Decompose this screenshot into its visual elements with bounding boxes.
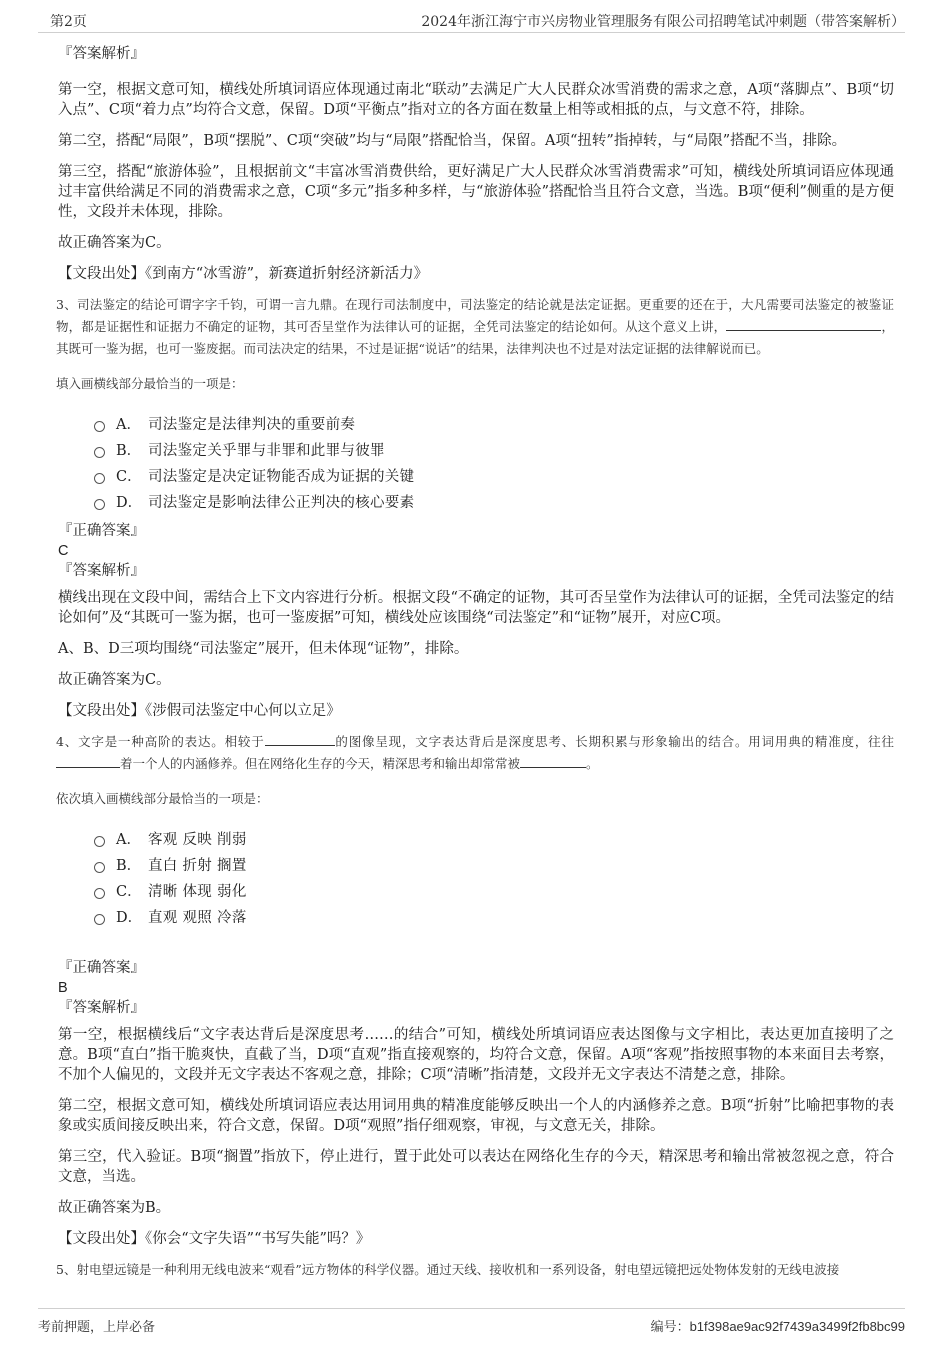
option-text: 清晰 体现 弱化	[148, 884, 247, 900]
option-text: 司法鉴定关乎罪与非罪和此罪与彼罪	[148, 443, 385, 459]
radio-icon[interactable]	[94, 862, 105, 873]
page-number: 第2页	[50, 14, 87, 30]
option-letter: A．	[116, 832, 141, 848]
fill-blank	[265, 733, 335, 746]
option-list	[94, 412, 894, 516]
option-d[interactable]	[94, 905, 894, 931]
page-header	[38, 0, 905, 33]
analysis-paragraph: 第一空，根据文意可知，横线处所填词语应体现通过南北“联动”去满足广大人民群众冰雪消费的需求之意，A项“落脚点”、B项“切入点”、C项“着力点”均符合文意，保留。D项“平衡点”指对立的各方面在数量上相等或相抵的点，与文意不符，排除。	[58, 82, 894, 118]
option-letter: D．	[116, 910, 143, 926]
question-stem-truncated: 5、射电望远镜是一种利用无线电波来“观看”远方物体的科学仪器。通过天线、接收机和一系列设备，射电望远镜把远处物体发射的无线电波接	[56, 1262, 840, 1277]
correct-answer-tag: 『正确答案』	[58, 960, 145, 976]
analysis-conclusion: 故正确答案为B。	[58, 1200, 171, 1216]
footer-slogan: 考前押题，上岸必备	[38, 1320, 156, 1335]
analysis-paragraph: 第三空，代入验证。B项“搁置”指放下，停止进行，置于此处可以表达在网络化生存的今天，精深思考和输出常被忽视之意，符合文意，当选。	[58, 1149, 894, 1185]
question-stem	[56, 731, 894, 775]
option-c[interactable]	[94, 879, 894, 905]
option-text: 直白 折射 搁置	[148, 858, 247, 874]
source-citation: 【文段出处】《到南方“冰雪游”，新赛道折射经济新活力》	[58, 266, 429, 282]
correct-answer: B	[58, 980, 68, 996]
question-text: 4、文字是一种高阶的表达。相较于	[56, 734, 265, 749]
question-text: 3、司法鉴定的结论可谓字字千钧，可谓一言九鼎。在现行司法制度中，司法鉴定的结论就是法定证据。更重要的还在于，大凡需要司法鉴定的被鉴证物，都是证据性和证据力不确定的证物，其可否呈堂作为法律认可的证据，全凭司法鉴定的结论如何。从这个意义上讲，	[56, 297, 894, 334]
option-letter: A．	[116, 417, 141, 433]
option-text: 司法鉴定是法律判决的重要前奏	[148, 417, 356, 433]
option-c[interactable]	[94, 464, 894, 490]
document-id: 编号：b1f398ae9ac92f7439a3499f2fb8bc99	[650, 1319, 905, 1334]
analysis-tag: 『答案解析』	[58, 1000, 145, 1016]
source-citation: 【文段出处】《你会“文字失语”“书写失能”吗？》	[58, 1231, 371, 1247]
fill-blank	[520, 755, 586, 768]
fill-blank	[56, 755, 120, 768]
fill-blank	[726, 318, 881, 331]
option-b[interactable]	[94, 853, 894, 879]
analysis-conclusion: 故正确答案为C。	[58, 235, 171, 251]
source-citation: 【文段出处】《涉假司法鉴定中心何以立足》	[58, 703, 341, 719]
radio-icon[interactable]	[94, 914, 105, 925]
option-a[interactable]	[94, 827, 894, 853]
radio-icon[interactable]	[94, 447, 105, 458]
question-text: 。	[586, 756, 599, 771]
option-letter: B．	[116, 443, 142, 459]
page-content	[56, 44, 894, 1296]
analysis-paragraph: A、B、D三项均围绕“司法鉴定”展开，但未体现“证物”，排除。	[58, 641, 469, 657]
analysis-tag: 『答案解析』	[58, 563, 145, 579]
option-letter: C．	[116, 469, 142, 485]
option-letter: C．	[116, 884, 142, 900]
question-stem	[56, 294, 894, 360]
radio-icon[interactable]	[94, 473, 105, 484]
analysis-paragraph: 第二空，根据文意可知，横线处所填词语应表达用词用典的精准度能够反映出一个人的内涵修养之意。B项“折射”比喻把事物的表象或实质间接反映出来，符合文意，保留。D项“观照”指仔细观察，审视，与文意无关，排除。	[58, 1098, 894, 1134]
correct-answer: C	[58, 543, 69, 559]
question-text: 着一个人的内涵修养。但在网络化生存的今天，精深思考和输出却常常被	[120, 756, 521, 771]
question-text: ，其既可一鉴为据，也可一鉴废据。而司法决定的结果，不过是证据“说话”的结果，法律判决也不过是对法定证据的法律解说而已。	[56, 319, 894, 356]
option-list	[94, 827, 894, 931]
analysis-conclusion: 故正确答案为C。	[58, 672, 171, 688]
question-instruction: 填入画横线部分最恰当的一项是：	[56, 376, 244, 391]
option-letter: D．	[116, 495, 143, 511]
correct-answer-tag: 『正确答案』	[58, 523, 145, 539]
option-text: 司法鉴定是决定证物能否成为证据的关键	[148, 469, 415, 485]
analysis-paragraph: 横线出现在文段中间，需结合上下文内容进行分析。根据文段“不确定的证物，其可否呈堂作为法律认可的证据，全凭司法鉴定的结论如何”及“其既可一鉴为据，也可一鉴废据”可知，横线处应该围绕“司法鉴定”和“证物”展开，对应C项。	[58, 590, 894, 626]
document-title: 2024年浙江海宁市兴房物业管理服务有限公司招聘笔试冲刺题（带答案解析）	[421, 14, 905, 30]
option-text: 客观 反映 削弱	[148, 832, 247, 848]
option-a[interactable]	[94, 412, 894, 438]
question-instruction: 依次填入画横线部分最恰当的一项是：	[56, 791, 269, 806]
radio-icon[interactable]	[94, 421, 105, 432]
option-b[interactable]	[94, 438, 894, 464]
option-d[interactable]	[94, 490, 894, 516]
option-text: 司法鉴定是影响法律公正判决的核心要素	[148, 495, 415, 511]
option-text: 直观 观照 冷落	[148, 910, 247, 926]
analysis-tag: 『答案解析』	[58, 46, 145, 62]
radio-icon[interactable]	[94, 499, 105, 510]
page-footer	[38, 1308, 905, 1346]
analysis-paragraph: 第一空，根据横线后“文字表达背后是深度思考……的结合”可知，横线处所填词语应表达图像与文字相比，表达更加直接明了之意。B项“直白”指干脆爽快，直截了当，D项“直观”指直接观察的，均符合文意，保留。A项“客观”指按照事物的本来面目去考察，不加个人偏见的，文段并无文字表达不客观之意，排除；C项“清晰”指清楚，文段并无文字表达不清楚之意，排除。	[58, 1027, 894, 1083]
question-text: 的图像呈现，文字表达背后是深度思考、长期积累与形象输出的结合。用词用典的精准度，往往	[334, 734, 894, 749]
analysis-paragraph: 第三空，搭配“旅游体验”，且根据前文“丰富冰雪消费供给，更好满足广大人民群众冰雪消费需求”可知，横线处所填词语应体现通过丰富供给满足不同的消费需求之意，C项“多元”指多种多样，与“旅游体验”搭配恰当且符合文意，当选。B项“便利”侧重的是方便性，文段并未体现，排除。	[58, 164, 894, 220]
option-letter: B．	[116, 858, 142, 874]
radio-icon[interactable]	[94, 836, 105, 847]
radio-icon[interactable]	[94, 888, 105, 899]
analysis-paragraph: 第二空，搭配“局限”，B项“摆脱”、C项“突破”均与“局限”搭配恰当，保留。A项“扭转”指掉转，与“局限”搭配不当，排除。	[58, 133, 847, 149]
